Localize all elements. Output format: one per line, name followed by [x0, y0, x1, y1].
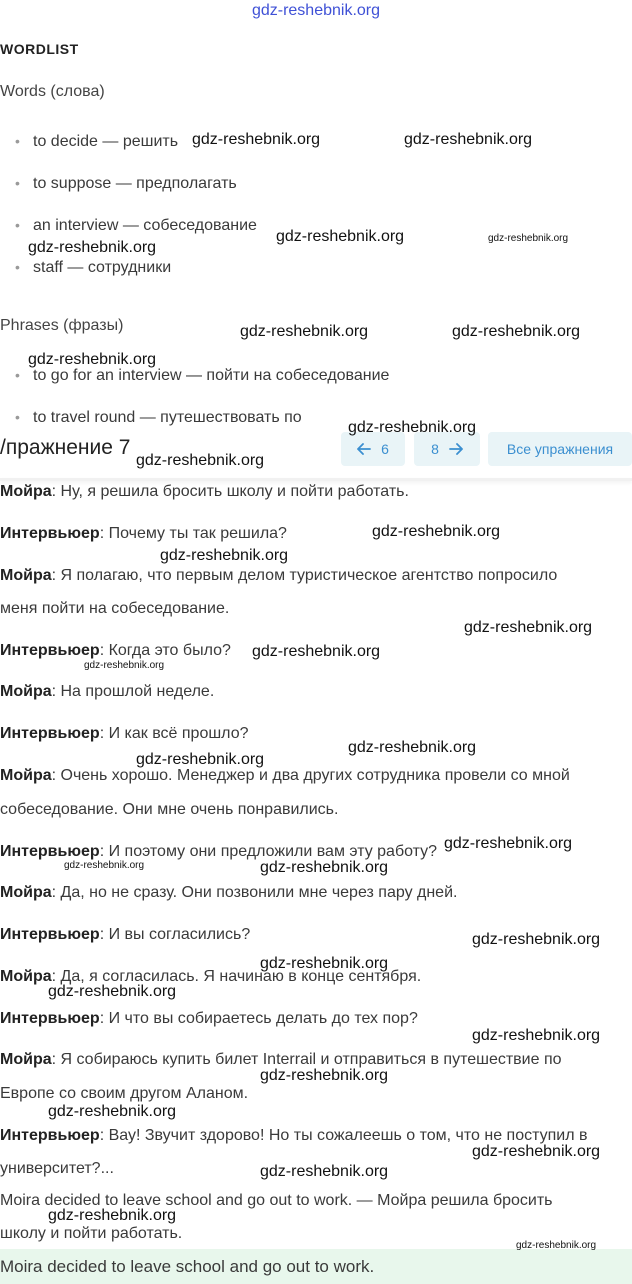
watermark: gdz-reshebnik.org [404, 131, 533, 148]
dialogue-text: : И как всё прошло? [99, 725, 249, 742]
speaker-name: Мойра [0, 567, 52, 584]
header-separator [0, 478, 632, 481]
dialogue-text: : Очень хорошо. Менеджер и два других сотрудника провели со мной [51, 767, 570, 784]
dialogue-text: : На прошлой неделе. [51, 683, 215, 700]
watermark: gdz-reshebnik.org [372, 523, 501, 540]
dialogue-continuation: Европе со своим другом Аланом. [0, 1085, 249, 1102]
speaker-name: Мойра [0, 1051, 52, 1068]
top-watermark: gdz-reshebnik.org [251, 2, 381, 19]
watermark: gdz-reshebnik.org [464, 619, 593, 636]
watermark: gdz-reshebnik.org [260, 859, 389, 876]
phrases-label: Phrases (фразы) [0, 317, 124, 334]
watermark: gdz-reshebnik.org [160, 547, 289, 564]
watermark: gdz-reshebnik.org [48, 983, 177, 1000]
all-exercises-button[interactable] [488, 432, 632, 466]
watermark: gdz-reshebnik.org [348, 739, 477, 756]
watermark: gdz-reshebnik.org [48, 1207, 177, 1224]
words-label: Words (слова) [0, 83, 105, 100]
dialogue-line [0, 725, 249, 743]
dialogue-line [0, 483, 409, 501]
watermark: gdz-reshebnik.org [260, 1067, 389, 1084]
dialogue-continuation: собеседование. Они мне очень понравились. [0, 801, 339, 818]
speaker-name: Интервьюер [0, 642, 100, 659]
watermark: gdz-reshebnik.org [28, 239, 157, 256]
watermark: gdz-reshebnik.org [472, 931, 601, 948]
speaker-name: Интервьюер [0, 525, 100, 542]
dialogue-line [0, 642, 231, 660]
watermark: gdz-reshebnik.org [444, 835, 573, 852]
dialogue-text: : И поэтому они предложили вам эту работу? [99, 843, 438, 860]
speaker-name: Интервьюер [0, 1010, 100, 1027]
speaker-name: Мойра [0, 884, 52, 901]
exercise-title: /пражнение 7 [0, 436, 131, 459]
watermark: gdz-reshebnik.org [84, 660, 165, 671]
dialogue-line [0, 884, 457, 902]
word-item: • to decide — решить [33, 133, 178, 151]
watermark: gdz-reshebnik.org [488, 233, 569, 244]
dialogue-text: : И что вы собираетесь делать до тех пор? [99, 1010, 418, 1027]
dialogue-text: : Когда это было? [99, 642, 231, 659]
dialogue-line [0, 926, 250, 944]
watermark: gdz-reshebnik.org [192, 131, 321, 148]
next-exercise-label: 8 [431, 441, 439, 457]
dialogue-line [0, 1010, 418, 1028]
answer-text: Moira decided to leave school and go out to work. [0, 1257, 375, 1276]
speaker-name: Мойра [0, 968, 52, 985]
word-item: • staff — сотрудники [33, 259, 171, 277]
speaker-name: Мойра [0, 683, 52, 700]
dialogue-continuation: университет?... [0, 1160, 114, 1177]
all-exercises-label: Все упражнения [506, 441, 614, 457]
watermark: gdz-reshebnik.org [136, 751, 265, 768]
watermark: gdz-reshebnik.org [28, 351, 157, 368]
word-item: • to suppose — предполагать [33, 175, 237, 193]
dialogue-text: : Да, я согласилась. Я начинаю в конце сентября. [51, 968, 422, 985]
dialogue-line [0, 567, 557, 585]
speaker-name: Интервьюер [0, 926, 100, 943]
speaker-name: Интервьюер [0, 1127, 100, 1144]
watermark: gdz-reshebnik.org [136, 452, 265, 469]
watermark: gdz-reshebnik.org [516, 1240, 597, 1251]
speaker-name: Интервьюер [0, 843, 100, 860]
phrase-item: • to travel round — путешествовать по [33, 409, 302, 427]
dialogue-text: : Ну, я решила бросить школу и пойти работать. [51, 483, 409, 500]
speaker-name: Интервьюер [0, 725, 100, 742]
wordlist-title: WORDLIST [0, 41, 79, 57]
dialogue-continuation: меня пойти на собеседование. [0, 600, 230, 617]
translation-line: школу и пойти работать. [0, 1225, 183, 1242]
watermark: gdz-reshebnik.org [472, 1027, 601, 1044]
arrow-right-icon [449, 443, 463, 455]
dialogue-line [0, 683, 214, 701]
watermark: gdz-reshebnik.org [64, 860, 145, 871]
watermark: gdz-reshebnik.org [348, 419, 477, 436]
watermark: gdz-reshebnik.org [260, 955, 389, 972]
speaker-name: Мойра [0, 483, 52, 500]
watermark: gdz-reshebnik.org [240, 323, 369, 340]
watermark: gdz-reshebnik.org [472, 1143, 601, 1160]
dialogue-text: : Я полагаю, что первым делом туристическое агентство попросило [51, 567, 558, 584]
prev-exercise-label: 6 [381, 441, 389, 457]
dialogue-line [0, 767, 570, 785]
word-item: • an interview — собеседование [33, 217, 257, 235]
prev-exercise-button[interactable] [341, 432, 405, 466]
translation-line: Moira decided to leave school and go out to work. — Мойра решила бросить [0, 1192, 553, 1209]
dialogue-text: : Вау! Звучит здорово! Но ты сожалеешь о том, что не поступил в [99, 1127, 588, 1144]
dialogue-text: : Я собираюсь купить билет Interrail и отправиться в путешествие по [51, 1051, 562, 1068]
arrow-left-icon [357, 443, 371, 455]
next-exercise-button[interactable] [414, 432, 480, 466]
dialogue-line [0, 525, 287, 543]
speaker-name: Мойра [0, 767, 52, 784]
dialogue-text: : Почему ты так решила? [99, 525, 287, 542]
dialogue-text: : И вы согласились? [99, 926, 251, 943]
watermark: gdz-reshebnik.org [260, 1163, 389, 1180]
watermark: gdz-reshebnik.org [48, 1103, 177, 1120]
watermark: gdz-reshebnik.org [276, 228, 405, 245]
phrase-item: • to go for an interview — пойти на собеседование [33, 367, 389, 385]
dialogue-text: : Да, но не сразу. Они позвонили мне через пару дней. [51, 884, 458, 901]
watermark: gdz-reshebnik.org [452, 323, 581, 340]
watermark: gdz-reshebnik.org [252, 643, 381, 660]
